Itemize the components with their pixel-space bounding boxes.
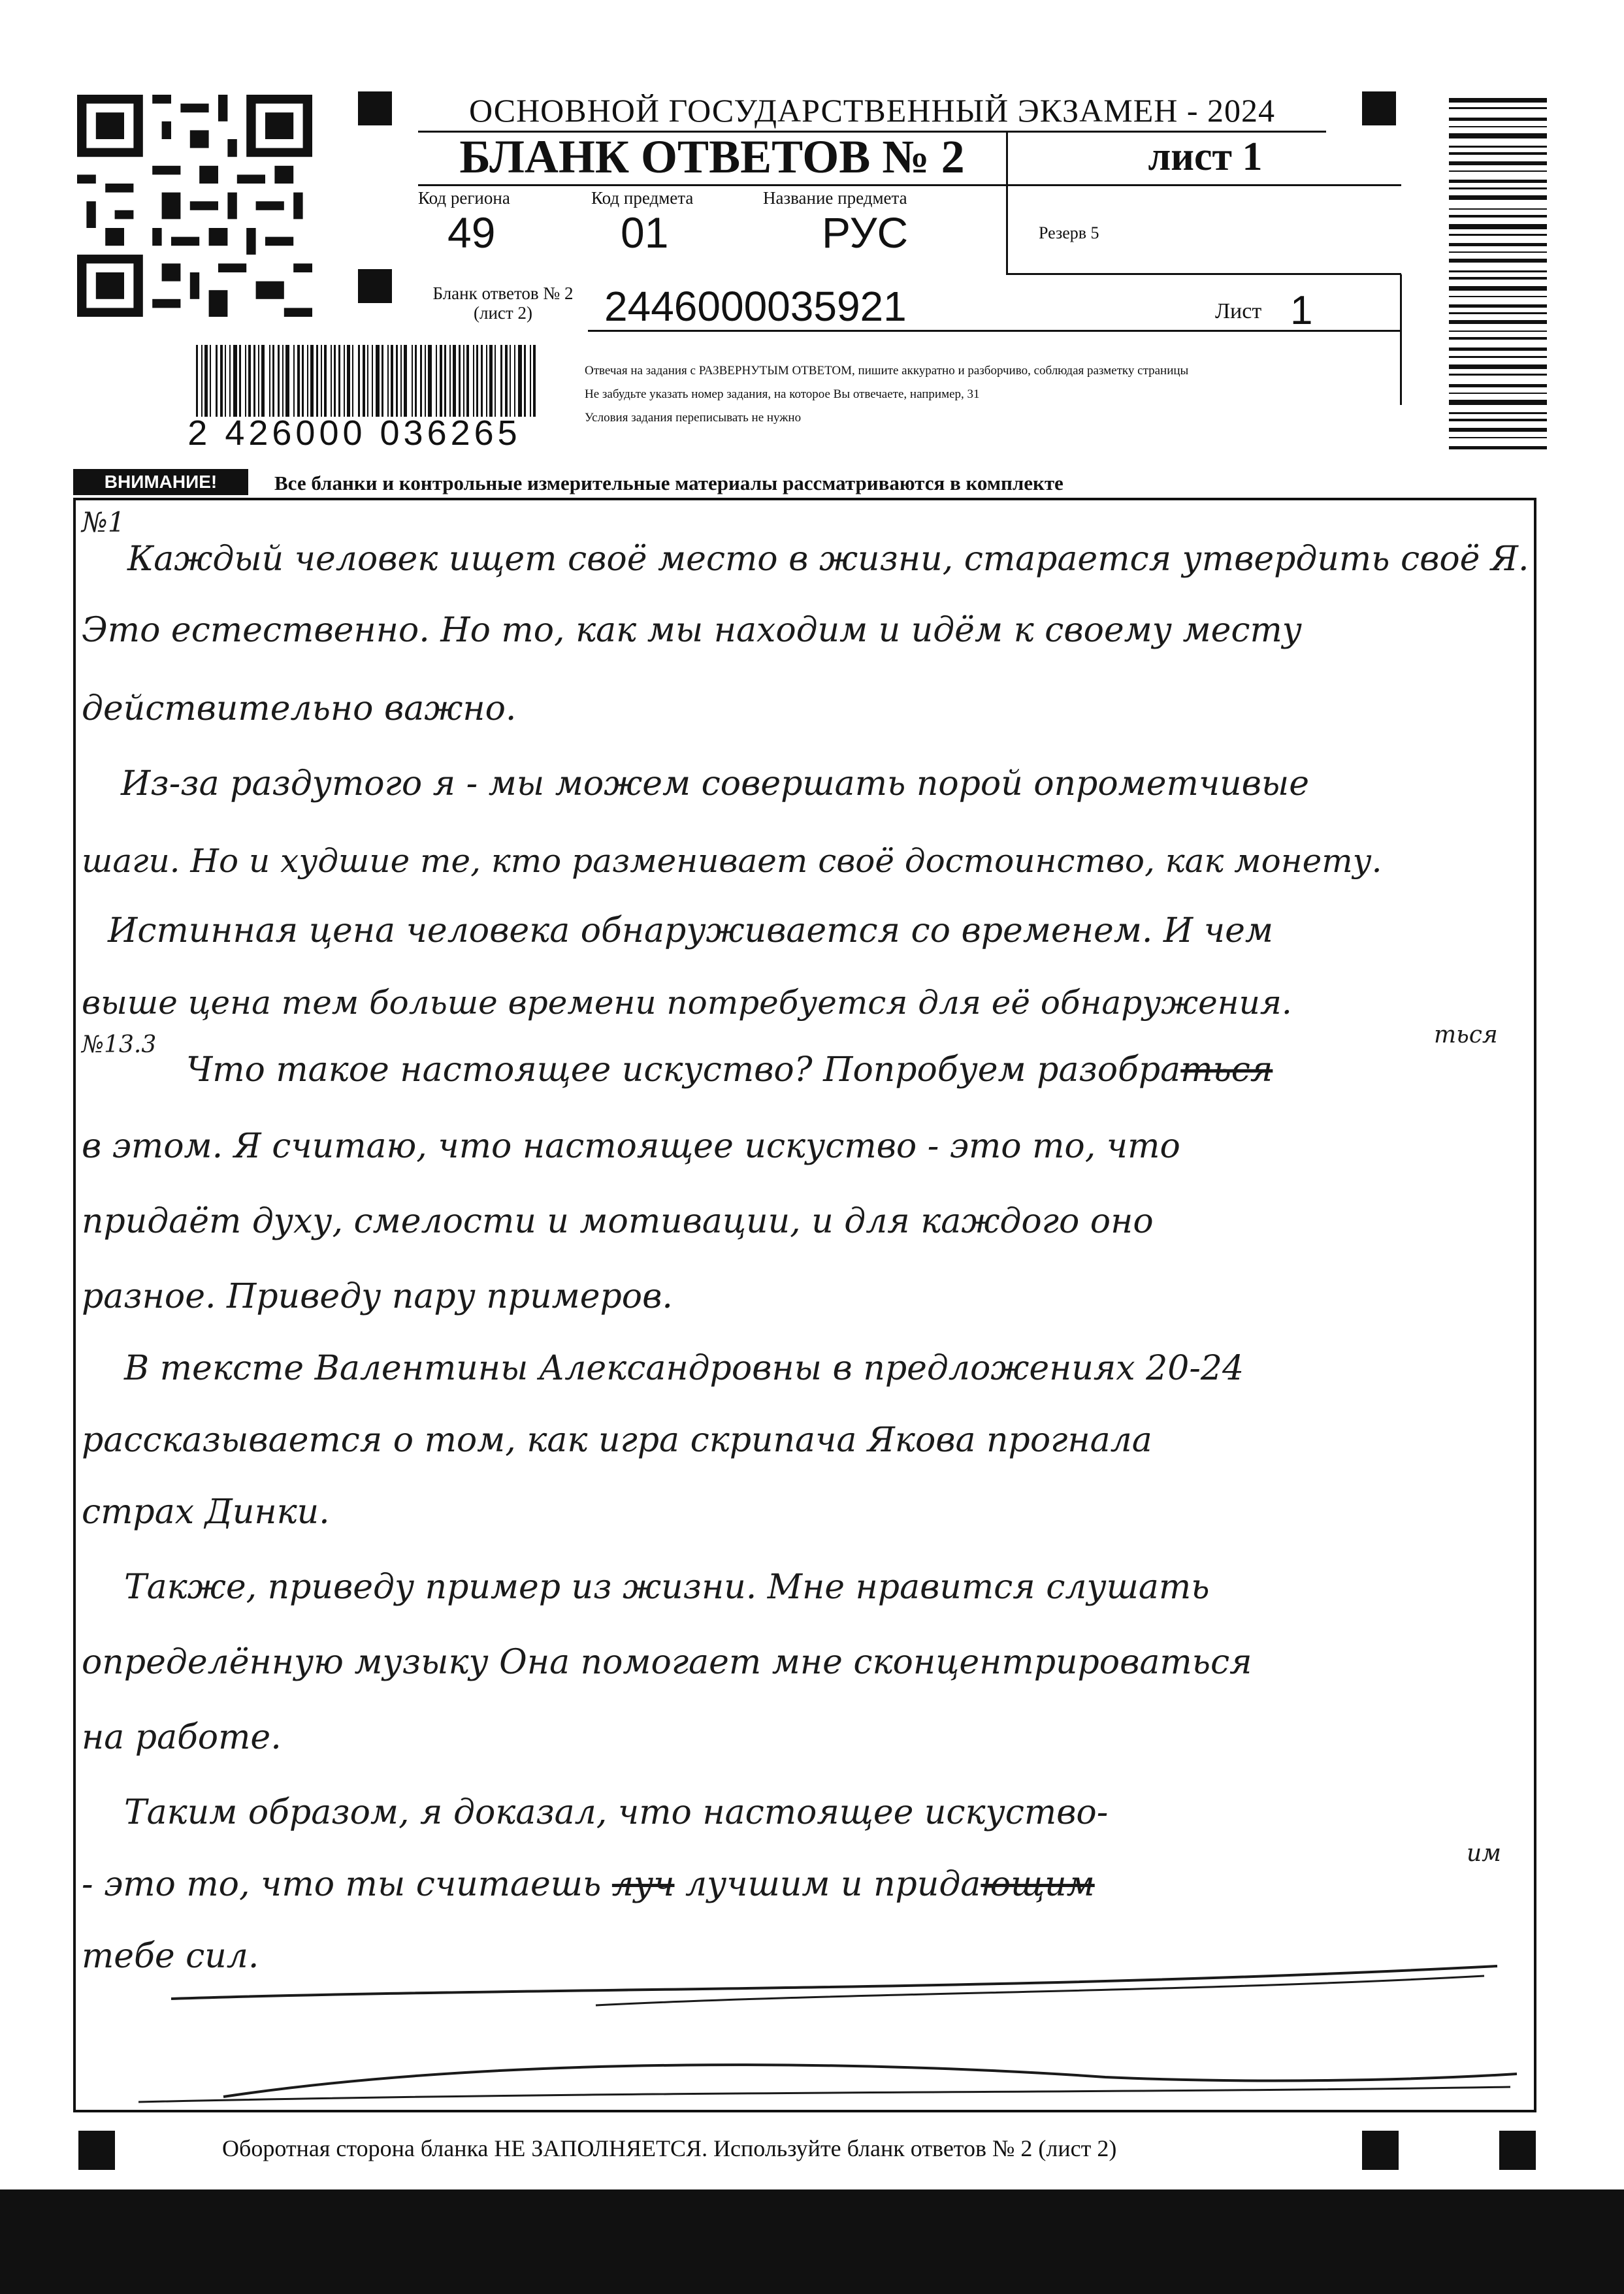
barcode-bar bbox=[1449, 98, 1547, 103]
answer-line: действительно важно. bbox=[82, 689, 517, 728]
inserted-correction: им bbox=[1467, 1840, 1502, 1867]
barcode-bar bbox=[1449, 152, 1547, 155]
barcode-bar bbox=[486, 345, 487, 417]
struck-word: ющим bbox=[981, 1865, 1095, 1904]
barcode-bar bbox=[1449, 320, 1547, 324]
answer-line: разное. Приведу пару примеров. bbox=[82, 1277, 673, 1316]
barcode-bar bbox=[321, 345, 322, 417]
warning-text: Все бланки и контрольные измерительные материалы рассматриваются в комплекте bbox=[274, 472, 1064, 494]
barcode-bar bbox=[1449, 195, 1547, 200]
instruction-line-3: Условия задания переписывать не нужно bbox=[585, 411, 802, 425]
barcode-bar bbox=[1449, 428, 1547, 432]
barcode-number: 2 426000 036265 bbox=[187, 413, 521, 453]
answer-text: лучшим и прида bbox=[685, 1865, 981, 1904]
answer-line: Из-за раздутого я - мы можем совершать порой опрометчивые bbox=[121, 764, 1310, 803]
subject-code-value: 01 bbox=[621, 208, 669, 257]
subject-name-value: РУС bbox=[822, 208, 909, 257]
form-reference-line1: Бланк ответов № 2 bbox=[432, 283, 574, 303]
barcode-bar bbox=[1449, 118, 1547, 121]
barcode-bar bbox=[278, 345, 280, 417]
answer-text: - это то, что ты считаешь bbox=[82, 1865, 602, 1904]
registration-right-edge bbox=[1400, 274, 1402, 405]
region-code-label: Код региона bbox=[418, 188, 510, 208]
barcode-bar bbox=[352, 345, 353, 417]
struck-word: ться bbox=[1180, 1050, 1273, 1090]
header-rule bbox=[418, 184, 1401, 186]
barcode-bar bbox=[1449, 215, 1547, 218]
barcode-bar bbox=[1449, 224, 1547, 229]
answer-line: определённую музыку Она помогает мне сконцентрироваться bbox=[82, 1643, 1252, 1682]
barcode-bar bbox=[216, 345, 218, 417]
header-rule-bottom bbox=[1006, 273, 1401, 275]
barcode-bar bbox=[210, 345, 211, 417]
barcode-bar bbox=[453, 345, 456, 417]
registration-marker-top-left bbox=[358, 91, 392, 125]
barcode-bar bbox=[293, 345, 295, 417]
barcode-bar bbox=[272, 345, 274, 417]
warning-strip bbox=[73, 469, 1536, 500]
barcode-bar bbox=[1449, 133, 1547, 138]
barcode-bar bbox=[449, 345, 451, 417]
barcode-bar bbox=[204, 345, 208, 417]
barcode-bar bbox=[510, 345, 511, 417]
barcode-bar bbox=[1449, 251, 1547, 253]
answer-line: Это естественно. Но то, как мы находим и идём к своему месту bbox=[82, 611, 1302, 650]
barcode-bar bbox=[269, 345, 270, 417]
header-divider bbox=[1006, 131, 1008, 274]
barcode-bar bbox=[245, 345, 246, 417]
barcode-bar bbox=[1449, 364, 1547, 369]
barcode-bar bbox=[1449, 180, 1547, 183]
answer-line: выше цена тем больше времени потребуется для её обнаружения. bbox=[82, 984, 1292, 1022]
barcode-bar bbox=[338, 345, 340, 417]
instruction-line-1: Отвечая на задания с РАЗВЕРНУТЫМ ОТВЕТОМ, пишите аккуратно и разборчиво, соблюдая разметку страницы bbox=[585, 364, 1189, 378]
answer-line: страх Динки. bbox=[82, 1493, 330, 1532]
barcode-bar bbox=[261, 345, 265, 417]
barcode-bar bbox=[334, 345, 336, 417]
barcode-bar bbox=[1449, 384, 1547, 387]
registration-marker-bottom-mid bbox=[1362, 2131, 1399, 2170]
barcode-bar bbox=[1449, 347, 1547, 351]
barcode-bar bbox=[505, 345, 508, 417]
barcode-bar bbox=[444, 345, 446, 417]
qr-code bbox=[77, 95, 312, 317]
barcode-bar bbox=[196, 345, 198, 417]
barcode-bar bbox=[463, 345, 464, 417]
answer-line: шаги. Но и худшие те, кто разменивает своё достоинство, как монету. bbox=[82, 842, 1382, 880]
barcode-bar bbox=[1449, 270, 1547, 272]
barcode-bar bbox=[1449, 161, 1547, 165]
barcode-bar bbox=[220, 345, 223, 417]
barcode-bar bbox=[436, 345, 437, 417]
barcode-bar bbox=[367, 345, 368, 417]
inserted-correction: ться bbox=[1434, 1022, 1498, 1048]
task2-number: №13.3 bbox=[82, 1031, 157, 1058]
sheet-label: Лист bbox=[1215, 299, 1262, 323]
barcode-bar bbox=[239, 345, 241, 417]
barcode-bar bbox=[466, 345, 469, 417]
barcode-bar bbox=[363, 345, 365, 417]
closing-strokes bbox=[73, 1953, 1536, 2110]
barcode-bar bbox=[324, 345, 327, 417]
instruction-line-2: Не забудьте указать номер задания, на которое Вы отвечаете, например, 31 bbox=[585, 387, 980, 401]
barcode-bar bbox=[500, 345, 502, 417]
side-barcode bbox=[1449, 98, 1547, 454]
barcode-bar bbox=[233, 345, 237, 417]
barcode-bar bbox=[391, 345, 393, 417]
barcode-bar bbox=[297, 345, 300, 417]
barcode-bar bbox=[1449, 277, 1547, 280]
barcode-bar bbox=[372, 345, 373, 417]
barcode-bar bbox=[1449, 337, 1547, 340]
barcode-bar bbox=[285, 345, 289, 417]
answer-line: В тексте Валентины Александровны в предложениях 20-24 bbox=[124, 1349, 1244, 1388]
barcode-bar bbox=[1449, 437, 1547, 438]
barcode-bar bbox=[428, 345, 432, 417]
sheet-title: лист 1 bbox=[1148, 135, 1263, 179]
barcode-bar bbox=[1449, 286, 1547, 291]
barcode-bar bbox=[1449, 170, 1547, 172]
barcode-bar bbox=[1449, 446, 1547, 449]
barcode-bar bbox=[1449, 234, 1547, 236]
barcode-bar bbox=[420, 345, 422, 417]
reserve-label: Резерв 5 bbox=[1039, 223, 1099, 242]
barcode-bar bbox=[404, 345, 407, 417]
answer-line: на работе. bbox=[82, 1718, 282, 1757]
barcode-bar bbox=[396, 345, 398, 417]
answer-line: Истинная цена человека обнаруживается со временем. И чем bbox=[108, 911, 1273, 950]
barcode-bar bbox=[524, 345, 526, 417]
barcode-bar bbox=[1449, 400, 1547, 405]
answer-text: Что такое настоящее искуство? Попробуем разобра bbox=[186, 1050, 1181, 1090]
barcode-bar bbox=[473, 345, 474, 417]
barcode-bar bbox=[316, 345, 318, 417]
barcode-bar bbox=[229, 345, 231, 417]
barcode-bar bbox=[440, 345, 442, 417]
answer-line: рассказывается о том, как игра скрипача Якова прогнала bbox=[82, 1421, 1152, 1460]
barcode-bar bbox=[1449, 208, 1547, 210]
barcode-bar bbox=[1449, 412, 1547, 414]
exam-title: ОСНОВНОЙ ГОСУДАРСТВЕННЫЙ ЭКЗАМЕН - 2024 bbox=[418, 90, 1326, 133]
barcode-bar bbox=[476, 345, 478, 417]
barcode-bar bbox=[459, 345, 461, 417]
barcode-bar bbox=[412, 345, 413, 417]
barcode-bar bbox=[1449, 243, 1547, 246]
scan-border bbox=[0, 2189, 1624, 2294]
answer-line-with-correction bbox=[82, 1865, 1095, 1904]
barcode-bar bbox=[518, 345, 522, 417]
barcode-bar bbox=[347, 345, 350, 417]
barcode-bar bbox=[387, 345, 389, 417]
footer-note: Оборотная сторона бланка НЕ ЗАПОЛНЯЕТСЯ. Используйте бланк ответов № 2 (лист 2) bbox=[222, 2135, 1117, 2161]
barcode-bar bbox=[400, 345, 402, 417]
subject-name-label: Название предмета bbox=[763, 188, 907, 208]
barcode-bar bbox=[533, 345, 536, 417]
barcode-bar bbox=[253, 345, 255, 417]
barcode-bar bbox=[307, 345, 308, 417]
answer-line-with-correction bbox=[186, 1050, 1273, 1090]
barcode-bar bbox=[302, 345, 304, 417]
barcode-bar bbox=[415, 345, 417, 417]
barcode-bar bbox=[310, 345, 314, 417]
registration-marker-mid-left bbox=[358, 269, 392, 303]
barcode-bar bbox=[1449, 146, 1547, 148]
barcode-bar bbox=[495, 345, 496, 417]
barcode-bar bbox=[1449, 331, 1547, 332]
answer-line: Каждый человек ищет своё место в жизни, старается утвердить своё Я. bbox=[127, 540, 1529, 579]
barcode-bar bbox=[331, 345, 332, 417]
answer-line: Также, приведу пример из жизни. Мне нравится слушать bbox=[124, 1568, 1210, 1607]
barcode-bar bbox=[425, 345, 426, 417]
barcode-bar bbox=[344, 345, 345, 417]
barcode-bar bbox=[481, 345, 483, 417]
barcode-bar bbox=[282, 345, 284, 417]
subject-code-label: Код предмета bbox=[591, 188, 694, 208]
registration-number: 2446000035921 bbox=[604, 283, 907, 330]
barcode-bar bbox=[1449, 312, 1547, 314]
barcode-bar bbox=[358, 345, 360, 417]
barcode-bar bbox=[1449, 107, 1547, 109]
barcode-bar bbox=[1449, 393, 1547, 394]
barcode-bar bbox=[201, 345, 203, 417]
sheet-number: 1 bbox=[1290, 288, 1313, 333]
barcode-bar bbox=[382, 345, 383, 417]
task1-number: №1 bbox=[82, 506, 125, 538]
barcode-bar bbox=[1449, 419, 1547, 421]
registration-marker-bottom-right bbox=[1499, 2131, 1536, 2170]
answer-line: тебе сил. bbox=[82, 1937, 259, 1976]
barcode-bar bbox=[248, 345, 251, 417]
barcode-bar bbox=[376, 345, 380, 417]
form-title: БЛАНК ОТВЕТОВ № 2 bbox=[459, 131, 965, 183]
barcode-bar bbox=[530, 345, 531, 417]
registration-marker-bottom-left bbox=[78, 2131, 115, 2170]
barcode-bar bbox=[489, 345, 493, 417]
barcode-bar bbox=[1449, 356, 1547, 358]
region-code-value: 49 bbox=[447, 208, 496, 257]
barcode-bar bbox=[1449, 187, 1547, 189]
barcode-bar bbox=[1449, 126, 1547, 127]
answer-line: Таким образом, я доказал, что настоящее искуство- bbox=[124, 1793, 1109, 1832]
struck-word: луч bbox=[611, 1865, 675, 1904]
linear-barcode bbox=[196, 345, 536, 417]
answer-line: в этом. Я считаю, что настоящее искуство - это то, что bbox=[82, 1127, 1180, 1166]
barcode-bar bbox=[1449, 374, 1547, 376]
barcode-bar bbox=[1449, 296, 1547, 297]
answer-line: придаёт духу, смелости и мотивации, и для каждого оно bbox=[82, 1202, 1154, 1241]
barcode-bar bbox=[1449, 259, 1547, 263]
barcode-bar bbox=[1449, 304, 1547, 308]
barcode-bar bbox=[225, 345, 226, 417]
form-reference bbox=[412, 283, 594, 323]
form-reference-line2: (лист 2) bbox=[474, 303, 532, 323]
barcode-bar bbox=[514, 345, 515, 417]
barcode-bar bbox=[258, 345, 259, 417]
warning-badge: ВНИМАНИЕ! bbox=[73, 469, 248, 495]
registration-marker-top-right bbox=[1362, 91, 1396, 125]
